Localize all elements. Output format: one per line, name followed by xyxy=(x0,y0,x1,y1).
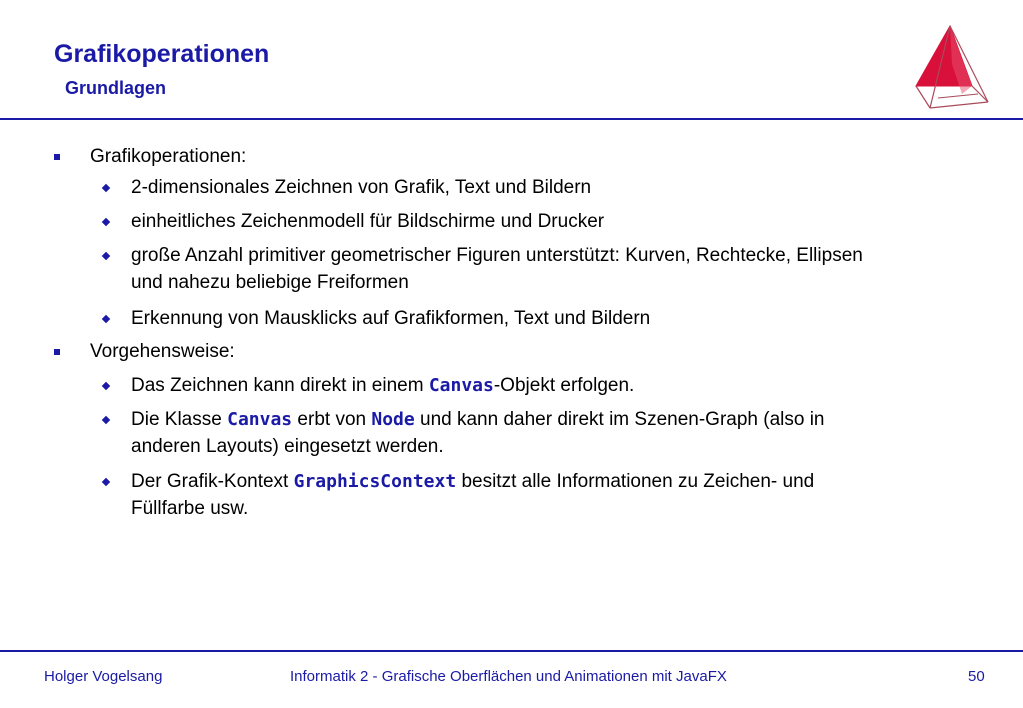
square-bullet-icon xyxy=(54,349,60,355)
sailboat-logo-icon xyxy=(912,24,992,117)
subbullet-item xyxy=(131,242,981,296)
subbullet-item xyxy=(131,174,981,201)
bullet-grafikoperationen xyxy=(90,146,246,168)
subbullet-item xyxy=(131,406,981,460)
footer-author: Holger Vogelsang xyxy=(44,668,163,685)
code-canvas: Canvas xyxy=(428,375,494,396)
text-segment: Der Grafik-Kontext xyxy=(131,471,294,492)
diamond-bullet-icon xyxy=(102,416,110,424)
diamond-bullet-icon xyxy=(102,184,110,192)
diamond-bullet-icon xyxy=(102,252,110,260)
footer-divider xyxy=(0,650,1023,652)
subbullet-text-continued: und nahezu beliebige Freiformen xyxy=(131,272,409,293)
page-number: 50 xyxy=(968,668,985,685)
diamond-bullet-icon xyxy=(102,218,110,226)
diamond-bullet-icon xyxy=(102,315,110,323)
bullet-label: Grafikoperationen: xyxy=(90,146,247,167)
text-segment: Das Zeichnen kann direkt in einem xyxy=(131,375,429,396)
code-canvas: Canvas xyxy=(227,409,293,430)
header-divider xyxy=(0,118,1023,120)
slide-subtitle: Grundlagen xyxy=(65,78,167,98)
square-bullet-icon xyxy=(54,154,60,160)
text-segment: besitzt alle Informationen zu Zeichen- und xyxy=(456,471,815,492)
code-node: Node xyxy=(371,409,415,430)
subbullet-item xyxy=(131,468,981,522)
subbullet-text: Erkennung von Mausklicks auf Grafikformen, Text und Bildern xyxy=(131,308,651,329)
slide-title: Grafikoperationen xyxy=(54,40,270,68)
subbullet-text: einheitliches Zeichenmodell für Bildschirme und Drucker xyxy=(131,211,605,232)
subbullet-text-continued: anderen Layouts) eingesetzt werden. xyxy=(131,436,444,457)
subbullet-item xyxy=(131,208,981,235)
bullet-vorgehensweise xyxy=(90,341,235,363)
code-graphicscontext: GraphicsContext xyxy=(293,471,457,492)
text-segment: und kann daher direkt im Szenen-Graph (also in xyxy=(414,409,825,430)
text-segment: Die Klasse xyxy=(131,409,228,430)
bullet-label: Vorgehensweise: xyxy=(90,341,235,362)
subbullet-item xyxy=(131,372,981,399)
footer-course-title: Informatik 2 - Grafische Oberflächen und Animationen mit JavaFX xyxy=(290,668,727,685)
diamond-bullet-icon xyxy=(102,382,110,390)
diamond-bullet-icon xyxy=(102,478,110,486)
subbullet-text: 2-dimensionales Zeichnen von Grafik, Text und Bildern xyxy=(131,177,592,198)
text-segment: erbt von xyxy=(292,409,372,430)
text-segment: -Objekt erfolgen. xyxy=(493,375,635,396)
subbullet-text-continued: Füllfarbe usw. xyxy=(131,498,249,519)
subbullet-text: große Anzahl primitiver geometrischer Figuren unterstützt: Kurven, Rechtecke, Ellipsen xyxy=(131,245,863,266)
subbullet-item xyxy=(131,305,981,332)
